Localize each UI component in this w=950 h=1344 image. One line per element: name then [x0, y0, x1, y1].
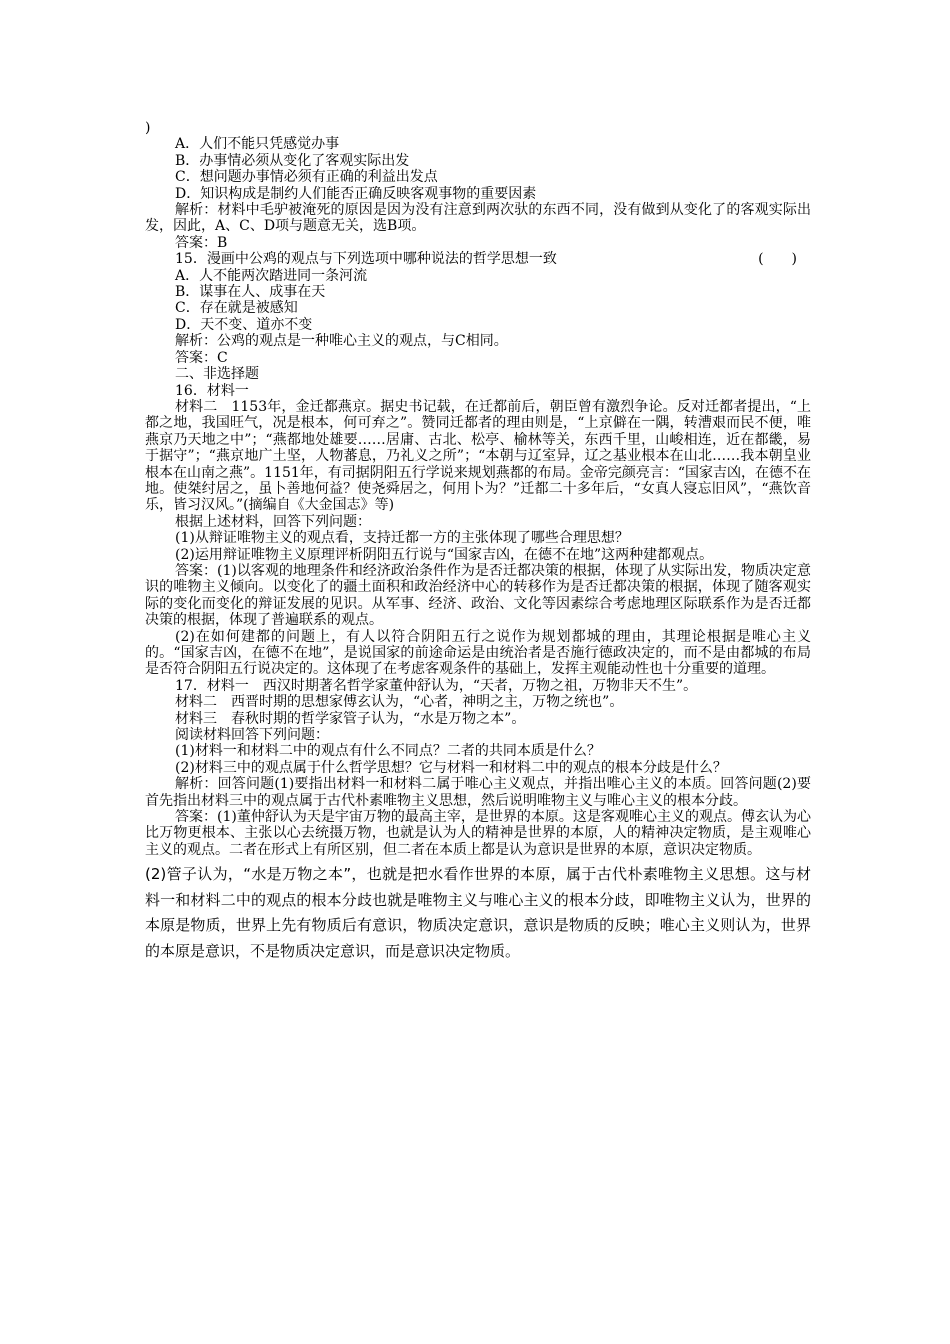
- option-a: A．人不能两次踏进同一条河流: [175, 267, 368, 284]
- question-17-material-1: 17．材料一 西汉时期著名哲学家董仲舒认为，“天者，万物之祖，万物非天不生”。: [175, 677, 698, 694]
- option-d: D．知识构成是制约人们能否正确反映客观事物的重要因素: [175, 185, 537, 202]
- question-17-prompt: 阅读材料回答下列问题：: [175, 727, 329, 744]
- question-15-text: 15．漫画中公鸡的观点与下列选项中哪种说法的哲学思想一致: [175, 251, 557, 268]
- question-15: [145, 251, 811, 267]
- analysis-15: 解析：公鸡的观点是一种唯心主义的观点，与C相同。: [175, 333, 508, 350]
- question-16-part-2: (2)运用辩证唯物主义原理评析阴阳五行说与“国家吉凶，在德不在地”这两种建都观点。: [175, 546, 714, 563]
- option-a: A．人们不能只凭感觉办事: [175, 136, 340, 153]
- question-16-material-1: 16．材料一: [175, 382, 249, 399]
- answer-blank: ( ): [758, 251, 797, 268]
- answer-16-part-1: 答案：(1)以客观的地理条件和经济政治条件作为是否迁都决策的根据，体现了从实际出发，物质决定意识的唯物主义倾向。以变化了的疆土面积和政治经济中心的转移作为是否迁都决策的根据，体现了随客观实际的变化而变化的辩证发展的见识。从军事、经济、政治、文化等因素综合考虑地理区际联系作为是否迁都决策的根据，体现了普遍联系的观点。: [145, 562, 811, 629]
- question-17-material-3: 材料三 春秋时期的哲学家管子认为，“水是万物之本”。: [175, 710, 526, 727]
- question-16-material-2: 材料二 1153年，金迁都燕京。据史书记载，在迁都前后，朝臣曾有激烈争论。反对迁都者提出，“上都之地，我国旺气，况是根本，何可弃之”。赞同迁都者的理由则是，“上京僻在一隅，转漕艰而民不便，唯燕京乃天地之中”；“燕都地处雄要……居庸、古北、松亭、榆林等关，东西千里，山峻相连，近在都畿，易于据守”；“燕京地广土坚，人物蕃息，乃礼义之所”；“本朝与辽室异，辽之基业根本在山北……我本朝皇业根本在山南之燕”。1151年，有司据阴阳五行学说来规划燕都的布局。金帝完颜亮言：“国家吉凶，在德不在地。使桀纣居之，虽卜善地何益？使尧舜居之，何用卜为？”迁都二十多年后，“女真人寖忘旧风”，“燕饮音乐，皆习汉风。”(摘编自《大金国志》等): [145, 398, 811, 514]
- section-heading: 二、非选择题: [175, 366, 259, 383]
- question-17-material-2: 材料二 西晋时期的思想家傅玄认为，“心者，神明之主，万物之统也”。: [175, 694, 624, 711]
- option-b: B．谋事在人、成事在天: [175, 284, 326, 301]
- answer-15: 答案：C: [175, 349, 228, 366]
- question-16-prompt: 根据上述材料，回答下列问题：: [175, 513, 371, 530]
- analysis-17: 解析：回答问题(1)要指出材料一和材料二属于唯心主义观点，并指出唯心主义的本质。回答问题(2)要首先指出材料三中的观点属于古代朴素唯物主义思想，然后说明唯物主义与唯心主义的根本分歧。: [145, 776, 811, 809]
- answer-17-part-1: 答案：(1)董仲舒认为天是宇宙万物的最高主宰，是世界的本原。这是客观唯心主义的观点。傅玄认为心比万物更根本、主张以心去统摄万物，也就是认为人的精神是世界的本原，人的精神决定物质，是主观唯心主义的观点。二者在形式上有所区别，但二者在本质上都是认为意识是世界的本原，意识决定物质。: [145, 809, 811, 858]
- analysis-14: 解析：材料中毛驴被淹死的原因是因为没有注意到两次驮的东西不同，没有做到从变化了的客观实际出发，因此，A、C、D项与题意无关，选B项。: [145, 202, 811, 235]
- option-c: C．想问题办事情必须有正确的利益出发点: [175, 169, 438, 186]
- question-17-part-1: (1)材料一和材料二中的观点有什么不同点？二者的共同本质是什么？: [175, 743, 601, 760]
- question-17-part-2: (2)材料三中的观点属于什么哲学思想？它与材料一和材料二中的观点的根本分歧是什么？: [175, 759, 727, 776]
- question-16-part-1: (1)从辩证唯物主义的观点看，支持迁都一方的主张体现了哪些合理思想？: [175, 530, 629, 547]
- answer-16-part-2: (2)在如何建都的问题上，有人以符合阴阳五行之说作为规划都城的理由，其理论根据是唯心主义的。“国家吉凶，在德不在地”，是说国家的前途命运是由统治者是否施行德政决定的，而不是由都城的布局是否符合阴阳五行说决定的。这体现了在考虑客观条件的基础上，发挥主观能动性也十分重要的道理。: [145, 628, 811, 678]
- answer-14: 答案：B: [175, 234, 228, 251]
- dense-text-block: [145, 120, 811, 858]
- option-c: C．存在就是被感知: [175, 300, 298, 317]
- answer-17-part-2: (2)管子认为，“水是万物之本”，也就是把水看作世界的本原，属于古代朴素唯物主义思想。这与材料一和材料二中的观点的根本分歧也就是唯物主义与唯心主义的根本分歧，即唯物主义认为，世界的本原是物质，世界上先有物质后有意识，物质决定意识，意识是物质的反映；唯心主义则认为，世界的本原是意识，不是物质决定意识，而是意识决定物质。: [145, 865, 811, 960]
- text-line: ): [145, 120, 151, 136]
- option-b: B．办事情必须从变化了客观实际出发: [175, 152, 410, 169]
- document-page: [145, 120, 811, 964]
- option-d: D．天不变、道亦不变: [175, 316, 313, 333]
